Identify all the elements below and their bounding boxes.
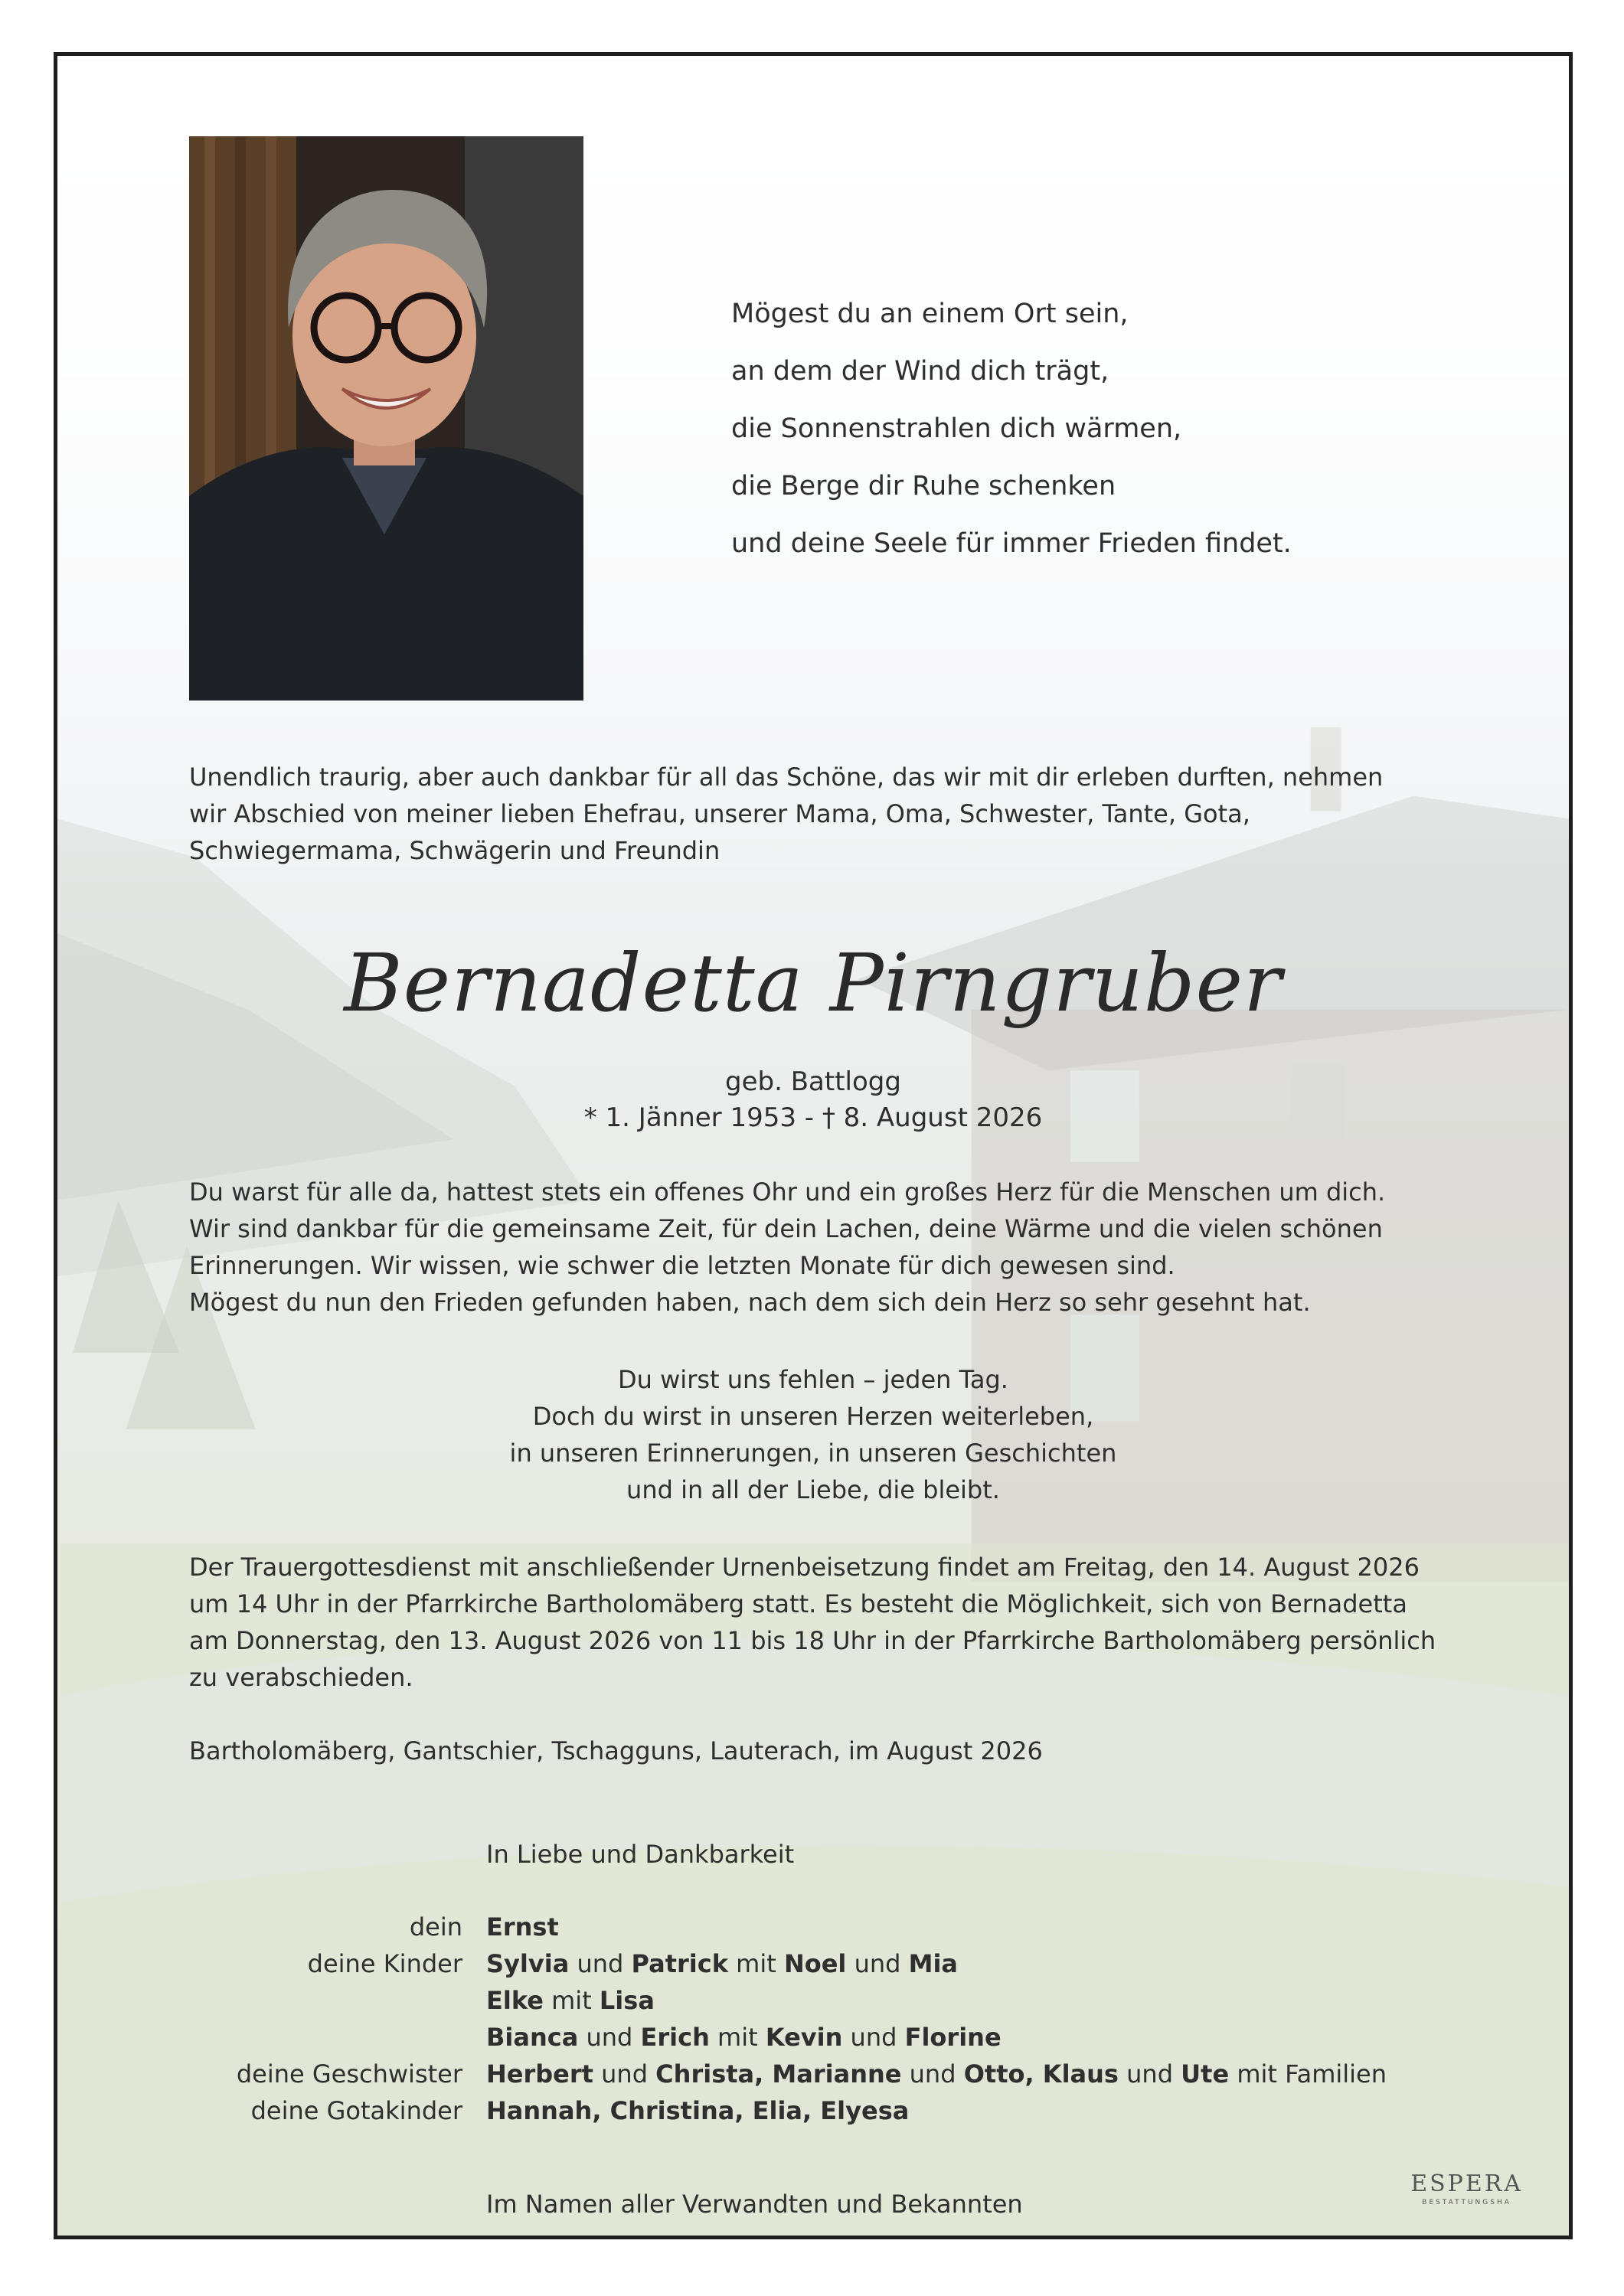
- poem-line: an dem der Wind dich trägt,: [731, 356, 1109, 387]
- verse-line: und in all der Liebe, die bleibt.: [626, 1475, 1000, 1504]
- intro-line: Unendlich traurig, aber auch dankbar für all das Schöne, das wir mit dir erleben durften, nehmen: [189, 763, 1384, 792]
- family-member-name: Lisa: [599, 1986, 655, 2015]
- service-line: Der Trauergottesdienst mit anschließender Urnenbeisetzung findet am Freitag, den 14. August 2026: [189, 1553, 1420, 1582]
- family-row: [57, 2056, 1569, 2092]
- espera-logo: [1410, 2170, 1523, 2206]
- closing-line: In Liebe und Dankbarkeit: [486, 1840, 795, 1869]
- family-row: [57, 2092, 1569, 2129]
- family-names: [486, 1909, 559, 1945]
- family-member-name: Patrick: [631, 1949, 728, 1978]
- intro-paragraph: [189, 759, 1491, 869]
- intro-line: wir Abschied von meiner lieben Ehefrau, unserer Mama, Oma, Schwester, Tante, Gota,: [189, 799, 1250, 828]
- family-names: [486, 2019, 1002, 2056]
- intro-line: Schwiegermama, Schwägerin und Freundin: [189, 836, 721, 865]
- verse: [57, 1361, 1569, 1508]
- family-row: [57, 1909, 1569, 1945]
- family-member-name: Erich: [640, 2023, 710, 2052]
- family-names: [486, 2056, 1387, 2092]
- family-connector: und: [578, 2023, 641, 2052]
- family-names: [486, 1945, 958, 1982]
- family-row: [57, 2019, 1569, 2056]
- service-paragraph: [189, 1549, 1491, 1696]
- family-relation: deine Kinder: [307, 1949, 462, 1978]
- family-relation: deine Geschwister: [236, 2059, 462, 2089]
- verse-line: in unseren Erinnerungen, in unseren Geschichten: [509, 1439, 1117, 1468]
- family-member-name: Mia: [908, 1949, 959, 1978]
- family-connector: mit: [543, 1986, 600, 2015]
- family-member-name: Christa, Marianne: [655, 2059, 902, 2089]
- family-names: [486, 1982, 655, 2019]
- deceased-name: Bernadetta Pirngruber: [344, 936, 1283, 1030]
- service-line: um 14 Uhr in der Pfarrkirche Bartholomäberg statt. Es besteht die Möglichkeit, sich von Bernadetta: [189, 1589, 1407, 1618]
- family-connector: und: [842, 2023, 905, 2052]
- family-member-name: Hannah, Christina, Elia, Elyesa: [486, 2096, 910, 2125]
- tribute-line: Mögest du nun den Frieden gefunden haben, nach dem sich dein Herz so sehr gesehnt hat.: [189, 1288, 1311, 1317]
- family-member-name: Ute: [1181, 2059, 1230, 2089]
- poem-line: und deine Seele für immer Frieden findet.: [731, 528, 1292, 559]
- family-connector: mit: [728, 1949, 784, 1978]
- poem-line: Mögest du an einem Ort sein,: [731, 299, 1129, 329]
- family-names: [486, 2092, 909, 2129]
- birth-name: geb. Battlogg: [725, 1066, 901, 1097]
- family-connector: mit: [709, 2023, 766, 2052]
- family-member-name: Elke: [486, 1986, 544, 2015]
- verse-line: Doch du wirst in unseren Herzen weiterleben,: [532, 1402, 1094, 1431]
- logo-name: ESPERA: [1410, 2170, 1523, 2197]
- family-member-name: Ernst: [486, 1912, 559, 1942]
- tribute-line: Du warst für alle da, hattest stets ein offenes Ohr und ein großes Herz für die Menschen um dich.: [189, 1177, 1386, 1207]
- signoff-line: Im Namen aller Verwandten und Bekannten: [486, 2190, 1023, 2219]
- family-row: [57, 1982, 1569, 2019]
- poem-line: die Sonnenstrahlen dich wärmen,: [731, 413, 1182, 444]
- family-member-name: Bianca: [486, 2023, 579, 2052]
- family-member-name: Noel: [783, 1949, 847, 1978]
- family-row: [57, 1945, 1569, 1982]
- family-connector: und: [901, 2059, 964, 2089]
- family-member-name: Otto, Klaus: [963, 2059, 1119, 2089]
- family-list: [57, 1909, 1569, 2129]
- family-connector: und: [846, 1949, 909, 1978]
- tribute-line: Wir sind dankbar für die gemeinsame Zeit, für dein Lachen, deine Wärme und die vielen schönen: [189, 1214, 1383, 1243]
- family-relation: deine Gotakinder: [250, 2096, 462, 2125]
- tribute-paragraph: [189, 1174, 1491, 1321]
- places-date: Bartholomäberg, Gantschier, Tschagguns, Lauterach, im August 2026: [189, 1736, 1043, 1765]
- family-connector: und: [1118, 2059, 1181, 2089]
- family-member-name: Kevin: [765, 2023, 843, 2052]
- family-relation: dein: [409, 1912, 462, 1942]
- service-line: zu verabschieden.: [189, 1663, 413, 1692]
- life-dates: * 1. Jänner 1953 - † 8. August 2026: [583, 1102, 1043, 1133]
- portrait-photo: [189, 136, 583, 701]
- logo-sub: BESTATTUNGSHA: [1422, 2199, 1511, 2206]
- family-member-name: Florine: [904, 2023, 1002, 2052]
- verse-line: Du wirst uns fehlen – jeden Tag.: [618, 1365, 1008, 1394]
- poem-line: die Berge dir Ruhe schenken: [731, 471, 1116, 501]
- family-member-name: Herbert: [486, 2059, 593, 2089]
- family-member-name: Sylvia: [486, 1949, 570, 1978]
- service-line: am Donnerstag, den 13. August 2026 von 11 bis 18 Uhr in der Pfarrkirche Bartholomäberg persönlich: [189, 1626, 1436, 1655]
- poem: [731, 286, 1420, 573]
- family-connector: und: [593, 2059, 656, 2089]
- obituary-card: [54, 52, 1573, 2239]
- tribute-line: Erinnerungen. Wir wissen, wie schwer die letzten Monate für dich gewesen sind.: [189, 1251, 1175, 1280]
- family-connector: und: [569, 1949, 632, 1978]
- family-connector: mit Familien: [1229, 2059, 1387, 2089]
